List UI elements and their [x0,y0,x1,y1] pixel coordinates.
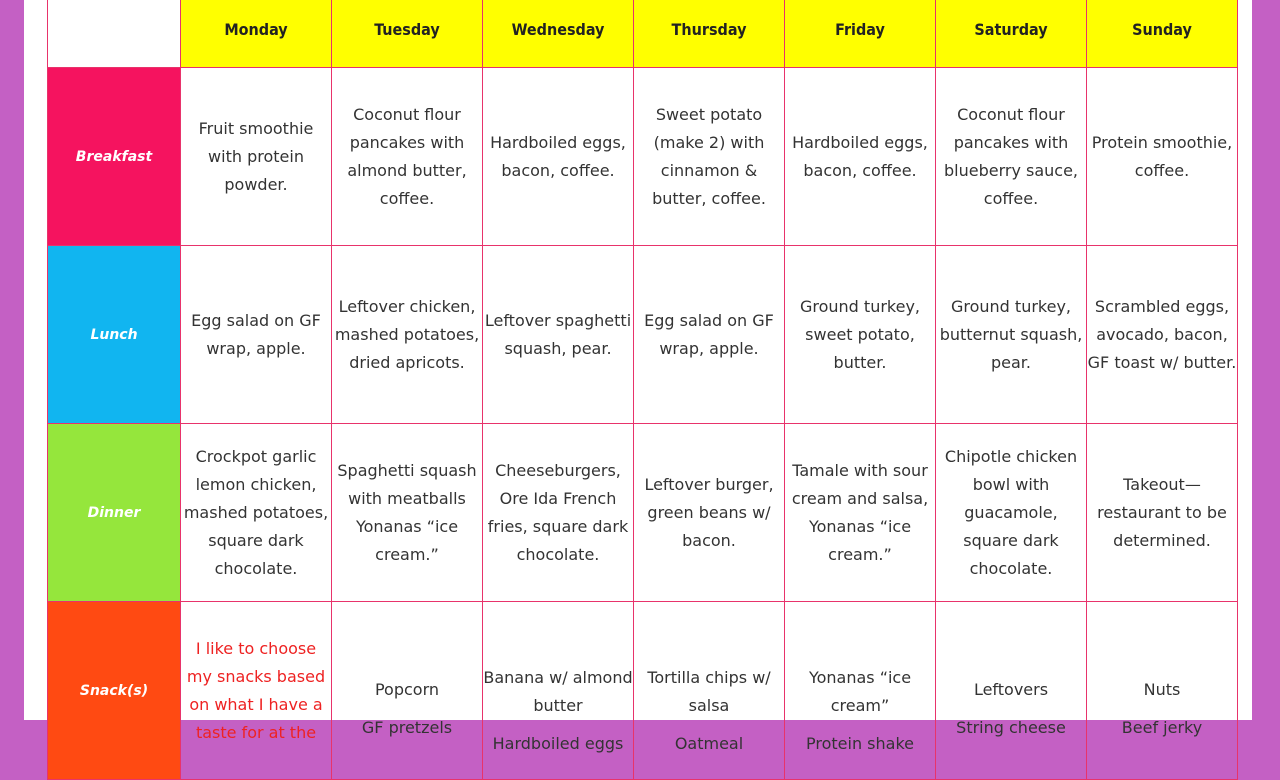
meal-text: Leftovers [973,679,1049,699]
meal-text: Oatmeal [674,734,744,753]
meal-cell [936,424,1087,602]
snack-row [48,602,1238,780]
meal-cell [332,246,483,424]
meal-text: Protein smoothie, coffee. [1091,132,1233,180]
snack-note-cell [181,602,332,780]
meal-cell [332,68,483,246]
day-header-sunday: Sunday [1087,0,1238,68]
meal-text: Takeout—restaurant to be determined. [1097,474,1227,550]
meal-text: Cheeseburgers, Ore Ida French fries, square dark chocolate. [487,460,629,564]
meal-cell [181,424,332,602]
meal-text: Sweet potato (make 2) with cinnamon & butter, coffee. [652,104,766,208]
meal-text: Chipotle chicken bowl with guacamole, square dark chocolate. [944,446,1078,578]
meal-text: Leftover chicken, mashed potatoes, dried apricots. [334,296,480,372]
day-header-tuesday: Tuesday [332,0,483,68]
meal-text: Egg salad on GF wrap, apple. [644,310,774,358]
meal-text: Leftover burger, green beans w/ bacon. [644,474,774,550]
meal-cell [483,246,634,424]
meal-cell [332,424,483,602]
meal-label-breakfast: Breakfast [48,68,181,246]
meal-cell [1087,246,1238,424]
meal-cell [634,246,785,424]
meal-cell [634,602,785,780]
meal-cell [634,68,785,246]
meal-plan-sheet [24,0,1252,753]
meal-cell [785,68,936,246]
meal-text: Scrambled eggs, avocado, bacon, GF toast w/ butter. [1087,296,1237,372]
meal-label-dinner: Dinner [48,424,181,602]
meal-text: Protein shake [806,734,914,753]
meal-text: Ground turkey, butternut squash, pear. [939,296,1083,372]
meal-cell [936,602,1087,780]
meal-cell [1087,68,1238,246]
meal-cell [181,246,332,424]
meal-text: Hardboiled eggs, bacon, coffee. [490,132,626,180]
meal-text: Coconut flour pancakes with almond butter, coffee. [347,104,467,208]
meal-cell [1087,602,1238,780]
meal-cell [483,602,634,780]
corner-cell [48,0,181,68]
meal-cell [785,602,936,780]
meal-cell [483,68,634,246]
meal-cell [483,424,634,602]
meal-cell [785,246,936,424]
dinner-row [48,424,1238,602]
meal-cell [785,424,936,602]
meal-cell [332,602,483,780]
snack-note-text: I like to choose my snacks based on what I have a taste for at the [186,638,326,742]
meal-text: Spaghetti squash with meatballs Yonanas “ice cream.” [337,460,477,564]
meal-text: Tortilla chips w/ salsa [647,668,771,715]
breakfast-row [48,68,1238,246]
day-header-wednesday: Wednesday [483,0,634,68]
meal-label-snacks: Snack(s) [48,602,181,780]
meal-text: GF pretzels [361,717,453,737]
meal-text: String cheese [956,717,1066,737]
meal-text: Hardboiled eggs, bacon, coffee. [792,132,928,180]
lunch-row [48,246,1238,424]
meal-plan-table [47,0,1238,780]
meal-cell [1087,424,1238,602]
meal-text: Banana w/ almond butter [483,668,633,715]
meal-text: Nuts [1143,679,1181,699]
meal-cell [936,246,1087,424]
meal-cell [181,68,332,246]
meal-text: Ground turkey, sweet potato, butter. [799,296,921,372]
meal-cell [634,424,785,602]
meal-text: Leftover spaghetti squash, pear. [484,310,632,358]
day-header-row [48,0,1238,68]
meal-text: Egg salad on GF wrap, apple. [191,310,321,358]
meal-text: Tamale with sour cream and salsa, Yonanas “ice cream.” [791,460,929,564]
meal-text: Beef jerky [1121,717,1203,737]
meal-label-lunch: Lunch [48,246,181,424]
meal-text: Yonanas “ice cream” [808,668,912,715]
meal-text: Popcorn [374,679,440,699]
meal-text: Coconut flour pancakes with blueberry sauce, coffee. [943,104,1079,208]
day-header-saturday: Saturday [936,0,1087,68]
day-header-friday: Friday [785,0,936,68]
meal-text: Crockpot garlic lemon chicken, mashed potatoes, square dark chocolate. [183,446,329,578]
meal-text: Fruit smoothie with protein powder. [198,118,314,194]
meal-text: Hardboiled eggs [492,734,624,753]
day-header-thursday: Thursday [634,0,785,68]
meal-cell [936,68,1087,246]
day-header-monday: Monday [181,0,332,68]
